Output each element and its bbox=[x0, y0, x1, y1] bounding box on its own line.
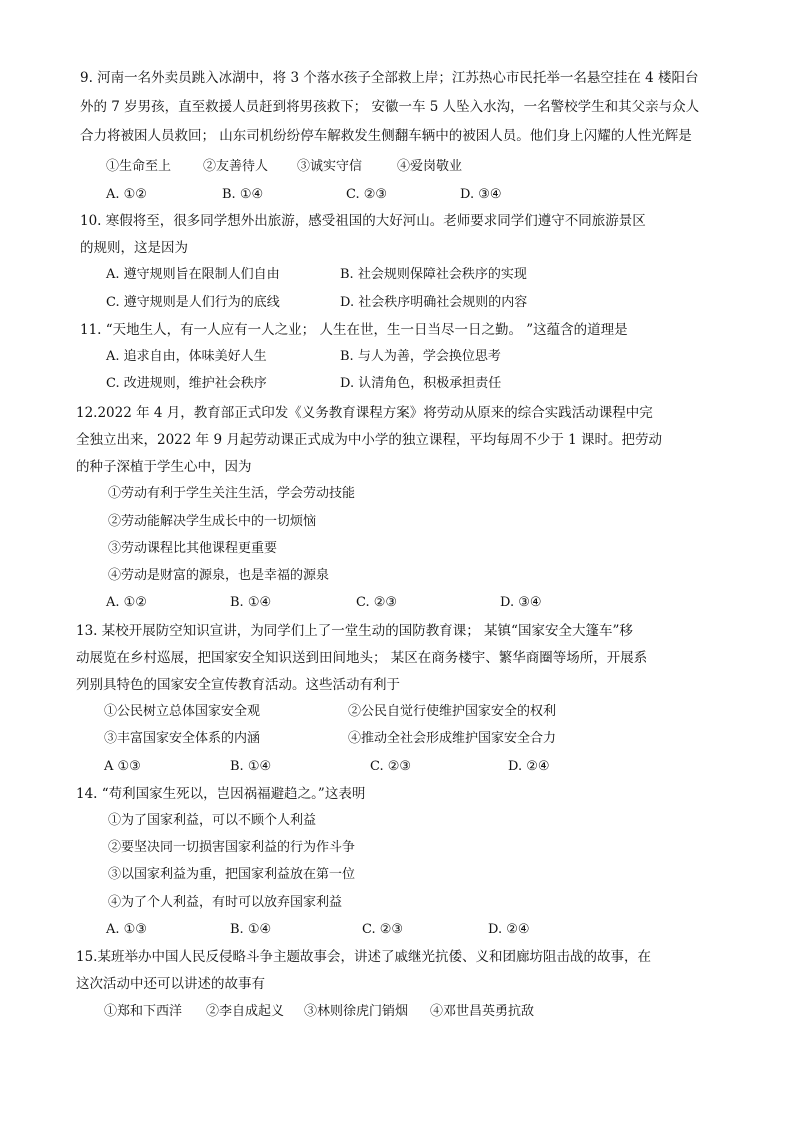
question-12-choice-d[interactable]: D. ③④ bbox=[500, 595, 542, 610]
question-13-stem-line-3: 列别具特色的国家安全宣传教育活动。这些活动有利于 bbox=[76, 677, 400, 693]
question-11-choice-a[interactable]: A. 追求自由，体味美好人生 bbox=[106, 349, 267, 364]
question-14-choice-c[interactable]: C. ②③ bbox=[362, 922, 404, 937]
question-10-choice-b[interactable]: B. 社会规则保障社会秩序的实现 bbox=[340, 267, 527, 282]
question-12-stem-line-3: 的种子深植于学生心中，因为 bbox=[76, 459, 252, 475]
question-11-stem-line-1: 11. “天地生人，有一人应有一人之业； 人生在世，生一日当尽一日之勤。 ”这蕴含的道理是 bbox=[80, 322, 628, 338]
question-15-statement-2: ②李自成起义 bbox=[206, 1004, 285, 1019]
question-12-choice-b[interactable]: B. ①④ bbox=[230, 595, 272, 610]
question-9-choice-a[interactable]: A. ①② bbox=[106, 187, 147, 202]
question-13-stem-line-1: 13. 某校开展防空知识宣讲，为同学们上了一堂生动的国防教育课； 某镇“国家安全大篷车”移 bbox=[76, 623, 633, 639]
question-15-statement-4: ④邓世昌英勇抗敌 bbox=[430, 1004, 535, 1019]
question-12-statement-1: ①劳动有利于学生关注生活，学会劳动技能 bbox=[108, 486, 356, 501]
question-15-stem-line-1: 15.某班举办中国人民反侵略斗争主题故事会，讲述了戚继光抗倭、义和团廊坊阻击战的故事，在 bbox=[76, 949, 651, 965]
question-10-stem-line-1: 10. 寒假将至，很多同学想外出旅游，感受祖国的大好河山。老师要求同学们遵守不同旅游景区 bbox=[80, 213, 646, 229]
question-14-statement-2: ②要坚决同一切损害国家利益的行为作斗争 bbox=[108, 840, 356, 855]
question-12-statement-3: ③劳动课程比其他课程更重要 bbox=[108, 541, 278, 556]
question-9-choice-d[interactable]: D. ③④ bbox=[460, 187, 502, 202]
question-10-stem-line-2: 的规则，这是因为 bbox=[80, 240, 188, 256]
question-12-choice-c[interactable]: C. ②③ bbox=[356, 595, 398, 610]
question-10-choice-d[interactable]: D. 社会秩序明确社会规则的内容 bbox=[340, 295, 528, 310]
question-14-choice-a[interactable]: A. ①③ bbox=[106, 922, 147, 937]
question-12-choice-a[interactable]: A. ①② bbox=[106, 595, 147, 610]
question-13-statement-3: ③丰富国家安全体系的内涵 bbox=[104, 731, 261, 746]
question-9-stem-line-1: 9. 河南一名外卖员跳入冰湖中，将 3 个落水孩子全部救上岸；江苏热心市民托举一名悬空挂在 4 楼阳台 bbox=[80, 70, 699, 86]
question-13-choice-b[interactable]: B. ①④ bbox=[230, 759, 272, 774]
question-10-choice-a[interactable]: A. 遵守规则旨在限制人们自由 bbox=[106, 267, 280, 282]
question-13-stem-line-2: 动展览在乡村巡展，把国家安全知识送到田间地头； 某区在商务楼宇、繁华商圈等场所，开展系 bbox=[76, 650, 648, 666]
question-11-choice-c[interactable]: C. 改进规则，维护社会秩序 bbox=[106, 376, 267, 391]
question-9-statement-3: ③诚实守信 bbox=[297, 159, 363, 174]
question-10-choice-c[interactable]: C. 遵守规则是人们行为的底线 bbox=[106, 295, 280, 310]
question-13-choice-a[interactable]: A ①③ bbox=[104, 759, 141, 774]
question-9-statement-4: ④爱岗敬业 bbox=[397, 159, 463, 174]
question-12-statement-2: ②劳动能解决学生成长中的一切烦恼 bbox=[108, 514, 317, 529]
question-13-statement-1: ①公民树立总体国家安全观 bbox=[104, 704, 261, 719]
question-9-stem-line-3: 合力将被困人员救回； 山东司机纷纷停车解救发生侧翻车辆中的被困人员。他们身上闪耀的人性光辉是 bbox=[80, 128, 692, 144]
question-11-choice-b[interactable]: B. 与人为善，学会换位思考 bbox=[340, 349, 501, 364]
question-15-statement-1: ①郑和下西洋 bbox=[104, 1004, 183, 1019]
question-13-statement-4: ④推动全社会形成维护国家安全合力 bbox=[348, 731, 557, 746]
question-15-stem-line-2: 这次活动中还可以讲述的故事有 bbox=[76, 976, 265, 992]
question-13-choice-c[interactable]: C. ②③ bbox=[370, 759, 412, 774]
question-11-choice-d[interactable]: D. 认清角色，积极承担责任 bbox=[340, 376, 502, 391]
question-14-statement-1: ①为了国家利益，可以不顾个人利益 bbox=[108, 813, 317, 828]
question-9-statement-1: ①生命至上 bbox=[106, 159, 172, 174]
question-9-statement-2: ②友善待人 bbox=[203, 159, 269, 174]
question-9-choice-c[interactable]: C. ②③ bbox=[346, 187, 388, 202]
question-14-choice-b[interactable]: B. ①④ bbox=[230, 922, 272, 937]
question-13-statement-2: ②公民自觉行使维护国家安全的权利 bbox=[348, 704, 557, 719]
question-12-statement-4: ④劳动是财富的源泉，也是幸福的源泉 bbox=[108, 568, 330, 583]
question-12-stem-line-1: 12.2022 年 4 月，教育部正式印发《义务教育课程方案》将劳动从原来的综合实践活动课程中完 bbox=[76, 405, 653, 421]
question-14-statement-4: ④为了个人利益，有时可以放弃国家利益 bbox=[108, 895, 343, 910]
question-14-stem-line-1: 14. “苟利国家生死以，岂因祸福避趋之。”这表明 bbox=[76, 786, 366, 802]
question-14-choice-d[interactable]: D. ②④ bbox=[488, 922, 530, 937]
question-13-choice-d[interactable]: D. ②④ bbox=[508, 759, 550, 774]
question-9-choice-b[interactable]: B. ①④ bbox=[222, 187, 264, 202]
question-12-stem-line-2: 全独立出来，2022 年 9 月起劳动课正式成为中小学的独立课程，平均每周不少于 1 课时。把劳动 bbox=[76, 432, 662, 448]
question-9-stem-line-2: 外的 7 岁男孩，直至救援人员赶到将男孩救下； 安徽一车 5 人坠入水沟，一名警校学生和其父亲与众人 bbox=[80, 99, 700, 115]
question-14-statement-3: ③以国家利益为重，把国家利益放在第一位 bbox=[108, 867, 356, 882]
question-15-statement-3: ③林则徐虎门销烟 bbox=[304, 1004, 409, 1019]
